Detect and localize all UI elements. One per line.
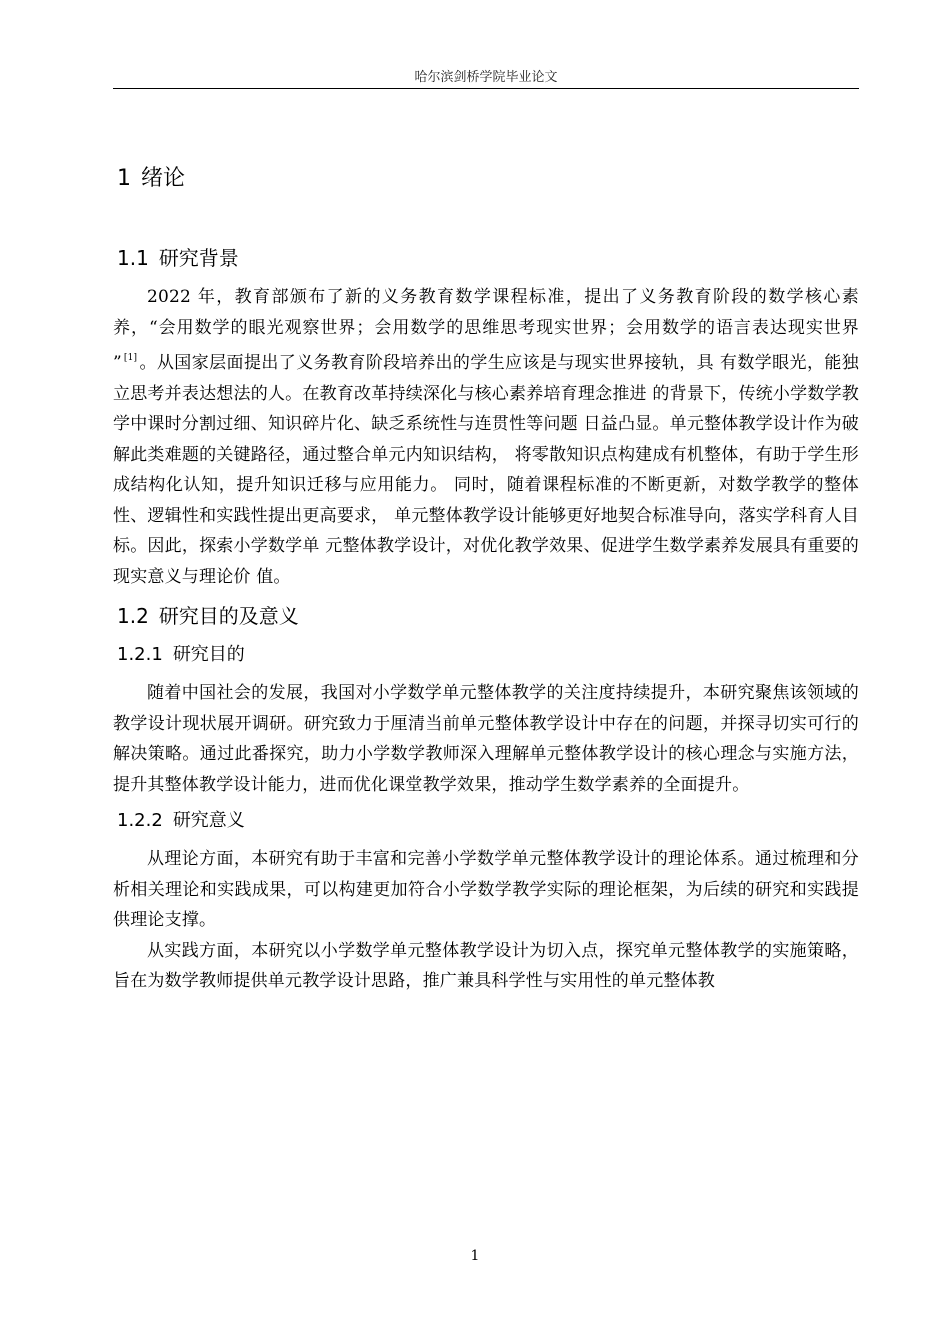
section-heading-1-1 (117, 242, 859, 274)
citation-reference: [1] (123, 353, 138, 363)
page-content (113, 150, 859, 997)
subsection-title: 研究意义 (172, 810, 245, 831)
section-title: 研究背景 (158, 246, 239, 270)
significance-paragraph-practice: 从实践方面，本研究以小学数学单元整体教学设计为切入点，探究单元整体教学的实施策略，旨在为数学教师提供单元教学设计思路，推广兼具科学性与实用性的单元整体教 (113, 940, 859, 991)
subsection-number: 1.2.1 (117, 644, 163, 665)
subsection-heading-1-2-2 (117, 806, 859, 836)
background-paragraph (113, 282, 859, 592)
chapter-number: 1 (117, 166, 131, 191)
section-number: 1.1 (117, 246, 149, 270)
purpose-paragraph: 随着中国社会的发展，我国对小学数学单元整体教学的关注度持续提升，本研究聚焦该领域的教学设计现状展开调研。研究致力于厘清当前单元整体教学设计中存在的问题，并探寻切实可行的解决策略。通过此番探究，助力小学数学教师深入理解单元整体教学设计的核心理念与实施方法，提升其整体教学设计能力，进而优化课堂教学效果，推动学生数学素养的全面提升。 (113, 683, 859, 795)
subsection-title: 研究目的 (172, 644, 245, 665)
subsection-number: 1.2.2 (117, 810, 163, 831)
background-text-part1: 2022 年，教育部颁布了新的义务教育数学课程标准，提出了义务教育阶段的数学核心素养，“会用数学的眼光观察世界；会用数学的思维思考现实世界；会用数学的语言表达现实世界 ” (113, 287, 859, 373)
background-text-part2: 。从国家层面提出了义务教育阶段培养出的学生应该是与现实世界接轨，具 有数学眼光，能独立思考并表达想法的人。在教育改革持续深化与核心素养培育理念推进 的背景下，传统小学数学教学中课时分割过细、知识碎片化、缺乏系统性与连贯性等问题 日益凸显。单元整体教学设计作为破解此类难题的关键路径，通过整合单元内知识结构， 将零散知识点构建成有机整体，有助于学生形成结构化认知，提升知识迁移与应用能力。 同时，随着课程标准的不断更新，对数学教学的整体性、逻辑性和实践性提出更高要求， 单元整体教学设计能够更好地契合标准导向，落实学科育人目标。因此，探索小学数学单 元整体教学设计，对优化教学效果、促进学生数学素养发展具有重要的现实意义与理论价 值。 (113, 353, 859, 587)
chapter-heading (117, 162, 859, 196)
chapter-title: 绪论 (141, 166, 186, 191)
section-heading-1-2 (117, 600, 859, 632)
subsection-heading-1-2-1 (117, 640, 859, 670)
header-rule (113, 88, 859, 89)
page-number: 1 (470, 1248, 480, 1264)
significance-paragraph-theory: 从理论方面，本研究有助于丰富和完善小学数学单元整体教学设计的理论体系。通过梳理和分析相关理论和实践成果，可以构建更加符合小学数学教学实际的理论框架，为后续的研究和实践提供理论支撑。 (113, 849, 859, 930)
section-title: 研究目的及意义 (158, 604, 299, 628)
section-number: 1.2 (117, 604, 149, 628)
running-header: 哈尔滨剑桥学院毕业论文 (414, 70, 558, 85)
